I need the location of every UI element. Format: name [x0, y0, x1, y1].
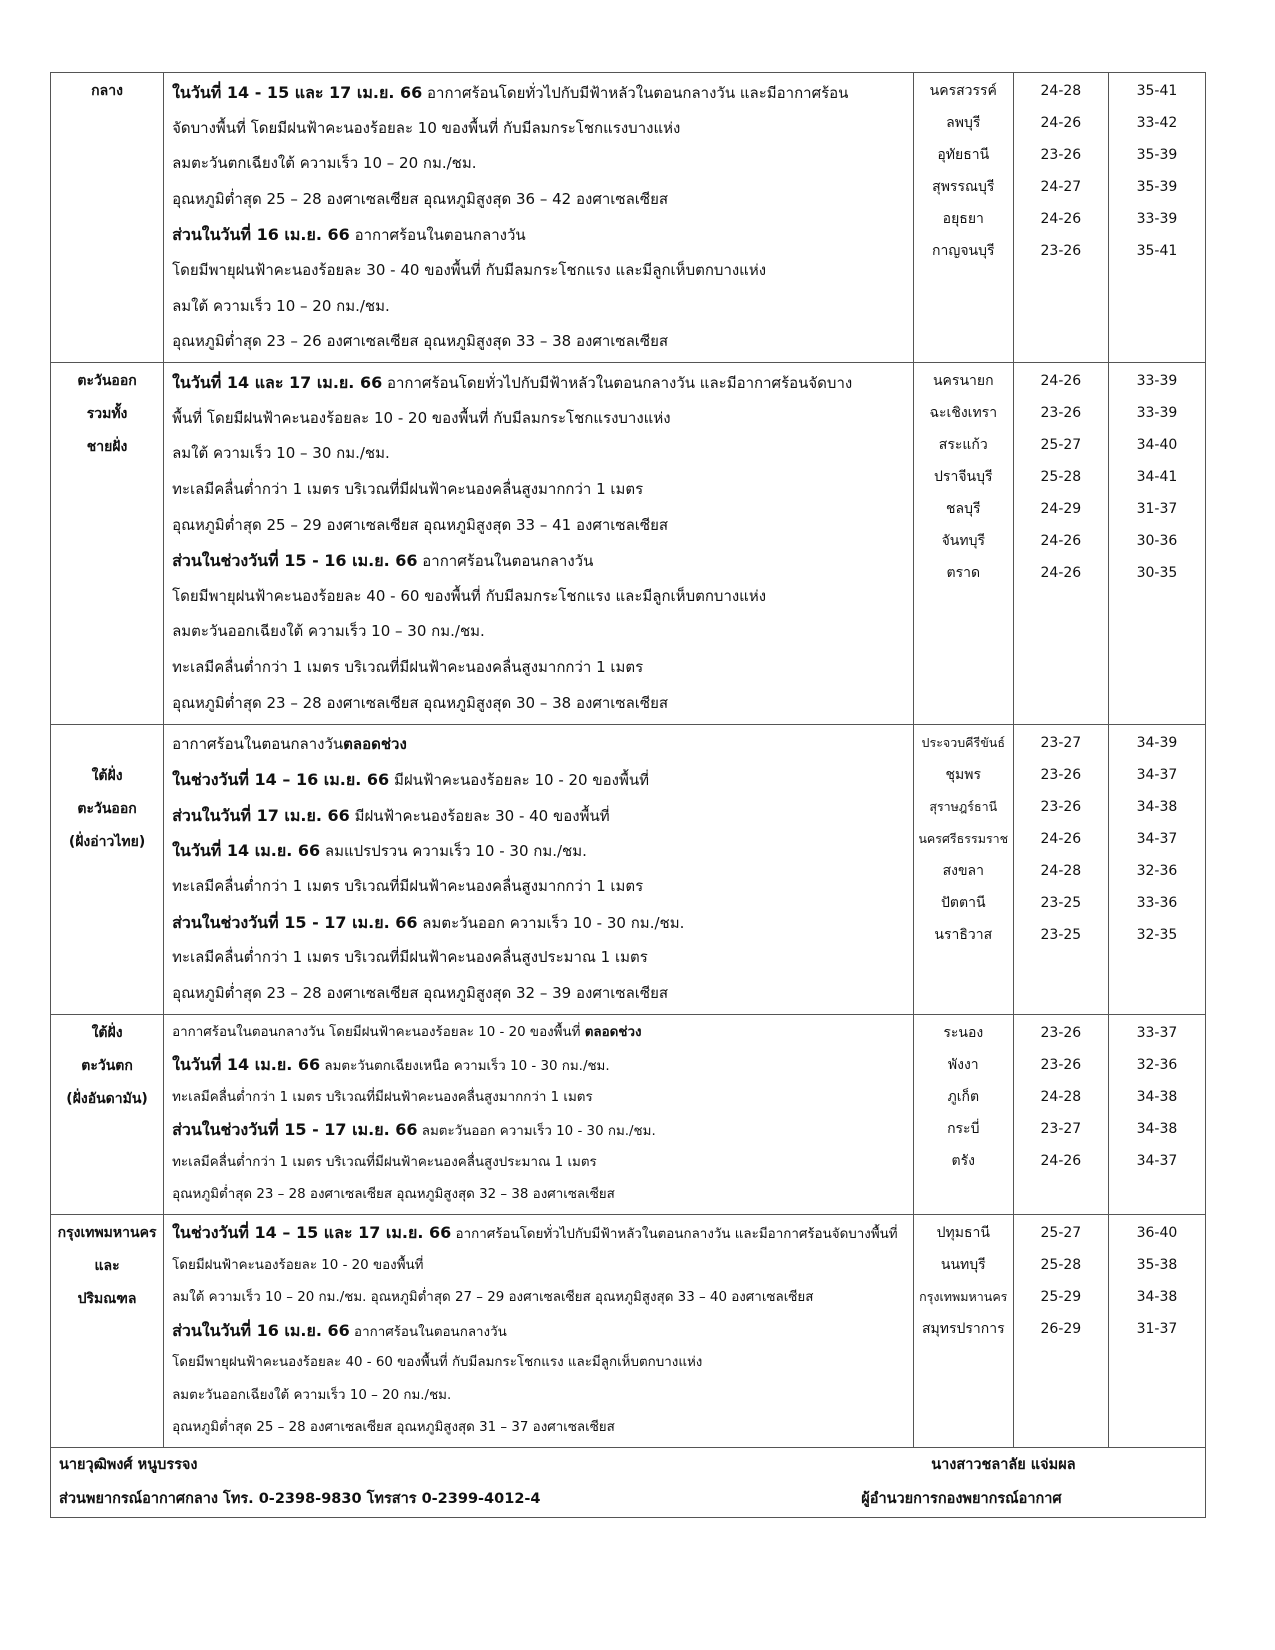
province-name: สุพรรณบุรี	[932, 179, 995, 195]
max-temp-cell	[1108, 73, 1205, 363]
forecast-line-text: ลมใต้ ความเร็ว 10 – 30 กม./ชม.	[172, 444, 390, 463]
max-temp-value: 33-39	[1136, 405, 1178, 422]
province-name: สงขลา	[942, 862, 984, 879]
max-temp-value: 35-39	[1136, 179, 1178, 195]
max-temp-value: 34-37	[1136, 830, 1178, 847]
forecast-period-label: ส่วนในวันที่ 16 เม.ย. 66	[172, 225, 350, 245]
province-name: พังงา	[947, 1056, 979, 1073]
max-temp-value: 33-39	[1136, 373, 1178, 390]
forecast-line-text: ลมตะวันออกเฉียงใต้ ความเร็ว 10 – 30 กม./ชม.	[172, 622, 485, 641]
min-temp-value: 23-26	[1040, 405, 1082, 422]
min-temp-value: 24-26	[1040, 565, 1082, 582]
province-name: ภูเก็ต	[947, 1088, 980, 1105]
region-row	[51, 1014, 1206, 1214]
max-temp-cell	[1108, 363, 1205, 724]
forecast-line-text: อากาศร้อนในตอนกลางวัน	[349, 226, 526, 245]
forecast-period-label: ส่วนในช่วงวันที่ 15 - 16 เม.ย. 66	[172, 551, 418, 571]
region-name-line: และ	[94, 1258, 120, 1275]
forecast-line-text: พื้นที่ โดยมีฝนฟ้าคะนองร้อยละ 10 - 20 ของพื้นที่ กับมีลมกระโชกแรงบางแห่ง	[172, 408, 671, 427]
forecast-line	[172, 1380, 913, 1413]
min-temp-value: 25-28	[1040, 1257, 1082, 1274]
min-temp-cell	[1013, 724, 1108, 1014]
max-temp-value: 30-35	[1136, 565, 1178, 582]
province-name: กรุงเทพมหานคร	[919, 1289, 1008, 1305]
forecast-period-label: ในวันที่ 14 - 15 และ 17 เม.ย. 66	[172, 83, 423, 102]
max-temp-value: 32-36	[1136, 862, 1178, 879]
min-temp-value: 25-27	[1040, 1225, 1082, 1242]
province-name: นราธิวาส	[934, 926, 993, 943]
max-temp-value: 35-41	[1136, 83, 1178, 99]
signature-right-cell	[861, 1447, 1205, 1517]
region-name-line: กลาง	[91, 83, 123, 99]
region-name-line: (ฝั่งอันดามัน)	[66, 1090, 148, 1107]
max-temp-cell	[1108, 724, 1205, 1014]
province-name: ปราจีนบุรี	[934, 469, 993, 486]
forecast-line-text: อากาศร้อนในตอนกลางวัน	[417, 552, 594, 571]
forecast-line-text: ลมตะวันออกเฉียงใต้ ความเร็ว 10 – 20 กม./ชม.	[172, 1387, 452, 1403]
region-name-line: ชายฝั่ง	[86, 439, 128, 456]
forecast-text-cell	[164, 1215, 914, 1448]
forecast-line-text: มีฝนฟ้าคะนองร้อยละ 10 - 20 ของพื้นที่	[389, 771, 649, 790]
forecast-line	[172, 365, 913, 401]
max-temp-value: 35-39	[1136, 147, 1178, 163]
province-name: ประจวบคีรีขันธ์	[921, 734, 1005, 750]
min-temp-value: 24-26	[1040, 115, 1082, 131]
forecast-period-label: ในช่วงวันที่ 14 – 15 และ 17 เม.ย. 66	[172, 1223, 452, 1243]
province-name: ชุมพร	[945, 766, 982, 783]
forecast-line-text: ลมแปรปรวน ความเร็ว 10 - 30 กม./ชม.	[320, 842, 587, 861]
region-row	[51, 363, 1206, 724]
forecast-line	[172, 182, 913, 218]
min-temp-value: 23-27	[1040, 734, 1082, 751]
forecast-period-emphasis: ตลอดช่วง	[584, 1024, 642, 1040]
forecast-period-label: ในช่วงวันที่ 14 – 16 เม.ย. 66	[172, 770, 390, 790]
forecast-line-text: อากาศร้อนโดยทั่วไปกับมีฟ้าหลัวในตอนกลางวัน และมีอากาศร้อน	[422, 84, 849, 102]
forecast-line-text: มีฝนฟ้าคะนองร้อยละ 30 - 40 ของพื้นที่	[349, 806, 610, 825]
forecast-line-text: ลมตะวันออก ความเร็ว 10 - 30 กม./ชม.	[417, 913, 685, 932]
province-name: อุทัยธานี	[937, 147, 990, 163]
forecast-line	[172, 1147, 913, 1180]
forecast-line	[172, 686, 913, 722]
forecast-line	[172, 146, 913, 182]
region-name-line	[51, 727, 163, 760]
forecast-line-text: อากาศร้อนโดยทั่วไปกับมีฟ้าหลัวในตอนกลางวัน และมีอากาศร้อนจัดบางพื้นที่	[451, 1227, 898, 1243]
forecast-line	[172, 905, 913, 941]
region-name-line: ปริมณฑล	[77, 1291, 137, 1308]
province-cell	[913, 363, 1013, 724]
forecast-period-label: ในวันที่ 14 เม.ย. 66	[172, 841, 321, 861]
province-name: ฉะเชิงเทรา	[929, 405, 998, 422]
region-name-line: ใต้ฝั่ง	[91, 767, 123, 784]
province-name: จันทบุรี	[941, 533, 985, 550]
forecast-line	[172, 217, 913, 253]
max-temp-value: 34-38	[1136, 1289, 1178, 1306]
max-temp-value: 35-38	[1136, 1257, 1178, 1274]
forecast-line	[172, 650, 913, 686]
region-name-cell	[51, 363, 164, 724]
forecast-line	[172, 111, 913, 147]
forecast-line	[172, 798, 913, 834]
region-name-line: ใต้ฝั่ง	[91, 1024, 123, 1041]
min-temp-value: 24-28	[1040, 83, 1082, 99]
region-name-line: รวมทั้ง	[86, 406, 128, 423]
region-name-line: กรุงเทพมหานคร	[57, 1225, 157, 1242]
forecast-line	[172, 614, 913, 650]
region-row	[51, 1215, 1206, 1448]
director-name: นางสาวชลาลัย แจ่มผล	[931, 1456, 1076, 1473]
forecast-line	[172, 1179, 913, 1212]
signature-left-cell	[51, 1447, 914, 1517]
province-name: ปัตตานี	[941, 894, 986, 911]
director-title: ผู้อำนวยการกองพยากรณ์อากาศ	[861, 1490, 1062, 1507]
min-temp-value: 23-26	[1040, 1056, 1082, 1073]
forecast-line-text: อากาศร้อนในตอนกลางวัน	[172, 734, 344, 753]
province-name: สระแก้ว	[938, 437, 988, 454]
forecast-line-text: โดยมีพายุฝนฟ้าคะนองร้อยละ 40 - 60 ของพื้นที่ กับมีลมกระโชกแรง และมีลูกเห็บตกบางแห่ง	[172, 1355, 703, 1371]
forecast-line-text: อากาศร้อนในตอนกลางวัน	[349, 1324, 507, 1340]
forecast-line-text: อุณหภูมิต่ำสุด 23 – 28 องศาเซลเซียส อุณหภูมิสูงสุด 30 – 38 องศาเซลเซียส	[172, 693, 669, 712]
min-temp-value: 24-26	[1040, 533, 1082, 550]
forecast-table-body	[51, 73, 1206, 1518]
province-cell	[913, 724, 1013, 1014]
max-temp-value: 31-37	[1136, 501, 1178, 518]
min-temp-value: 23-27	[1040, 1120, 1082, 1137]
forecast-line	[172, 1114, 913, 1147]
forecast-line	[172, 436, 913, 472]
region-name-line: ตะวันออก	[77, 800, 137, 817]
min-temp-value: 23-26	[1040, 243, 1082, 259]
forecast-line	[172, 762, 913, 798]
forecast-line	[172, 324, 913, 360]
forecast-line	[172, 1082, 913, 1115]
region-name-line: ตะวันออก	[77, 373, 137, 390]
province-name: ตรัง	[951, 1152, 975, 1169]
region-row	[51, 73, 1206, 363]
province-name: นครศรีธรรมราช	[918, 830, 1009, 846]
min-temp-value: 25-27	[1040, 437, 1082, 454]
forecast-line-text: ลมตะวันตกเฉียงใต้ ความเร็ว 10 – 20 กม./ชม.	[172, 154, 477, 173]
forecast-line-text: ทะเลมีคลื่นต่ำกว่า 1 เมตร บริเวณที่มีฝนฟ้าคะนองคลื่นสูงมากกว่า 1 เมตร	[172, 1089, 593, 1105]
min-temp-value: 24-26	[1040, 211, 1082, 227]
forecast-line-text: อุณหภูมิต่ำสุด 23 – 28 องศาเซลเซียส อุณหภูมิสูงสุด 32 – 39 องศาเซลเซียส	[172, 983, 669, 1002]
forecast-line-text: อุณหภูมิต่ำสุด 25 – 29 องศาเซลเซียส อุณหภูมิสูงสุด 33 – 41 องศาเซลเซียส	[172, 515, 669, 534]
forecast-line-text: ลมใต้ ความเร็ว 10 – 20 กม./ชม. อุณหภูมิต่ำสุด 27 – 29 องศาเซลเซียส อุณหภูมิสูงสุด 33 – 40 องศาเซลเซียส	[172, 1290, 814, 1306]
forecast-line-text: โดยมีฝนฟ้าคะนองร้อยละ 10 - 20 ของพื้นที่	[172, 1257, 424, 1273]
region-name-line: ตะวันตก	[81, 1057, 133, 1074]
forecast-period-label: ส่วนในช่วงวันที่ 15 - 17 เม.ย. 66	[172, 1120, 418, 1140]
forecast-line-text: อุณหภูมิต่ำสุด 23 – 28 องศาเซลเซียส อุณหภูมิสูงสุด 32 – 38 องศาเซลเซียส	[172, 1187, 615, 1203]
forecast-line	[172, 869, 913, 905]
forecast-line	[172, 940, 913, 976]
max-temp-value: 32-35	[1136, 926, 1178, 943]
forecast-line-text: โดยมีพายุฝนฟ้าคะนองร้อยละ 40 - 60 ของพื้นที่ กับมีลมกระโชกแรง และมีลูกเห็บตกบางแห่ง	[172, 586, 767, 605]
forecast-line-text: โดยมีพายุฝนฟ้าคะนองร้อยละ 30 - 40 ของพื้นที่ กับมีลมกระโชกแรง และมีลูกเห็บตกบางแห่ง	[172, 260, 767, 279]
forecast-text-cell	[164, 363, 914, 724]
forecaster-contact: ส่วนพยากรณ์อากาศกลาง โทร. 0-2398-9830 โทรสาร 0-2399-4012-4	[59, 1490, 541, 1507]
min-temp-value: 26-29	[1040, 1321, 1082, 1338]
forecast-line-text: อุณหภูมิต่ำสุด 25 – 28 องศาเซลเซียส อุณหภูมิสูงสุด 36 – 42 องศาเซลเซียส	[172, 189, 669, 208]
forecast-line	[172, 75, 913, 111]
province-name: กาญจนบุรี	[932, 243, 995, 259]
province-name: ลพบุรี	[946, 115, 981, 131]
max-temp-cell	[1108, 1215, 1205, 1448]
forecast-line	[172, 1049, 913, 1082]
forecast-line	[172, 1412, 913, 1445]
min-temp-value: 24-27	[1040, 179, 1082, 195]
province-name: สุราษฎร์ธานี	[929, 798, 998, 814]
province-name: ตราด	[946, 565, 981, 582]
province-name: นนทบุรี	[940, 1257, 986, 1274]
forecast-line	[172, 508, 913, 544]
forecast-line-text: อากาศร้อนโดยทั่วไปกับมีฟ้าหลัวในตอนกลางวัน และมีอากาศร้อนจัดบาง	[382, 374, 853, 393]
min-temp-value: 23-25	[1040, 894, 1082, 911]
forecast-line	[172, 401, 913, 437]
forecast-line-text: ทะเลมีคลื่นต่ำกว่า 1 เมตร บริเวณที่มีฝนฟ้าคะนองคลื่นสูงประมาณ 1 เมตร	[172, 948, 648, 967]
forecast-period-label: ส่วนในช่วงวันที่ 15 - 17 เม.ย. 66	[172, 912, 418, 932]
province-name: นครนายก	[932, 373, 994, 390]
forecast-line	[172, 253, 913, 289]
region-name-line: (ฝั่งอ่าวไทย)	[68, 833, 146, 850]
forecast-line	[172, 579, 913, 615]
min-temp-value: 24-26	[1040, 373, 1082, 390]
min-temp-value: 23-26	[1040, 147, 1082, 163]
max-temp-value: 33-42	[1136, 115, 1178, 131]
min-temp-cell	[1013, 73, 1108, 363]
province-name: ชลบุรี	[946, 501, 981, 518]
region-name-cell	[51, 1215, 164, 1448]
forecast-text-cell	[164, 724, 914, 1014]
max-temp-value: 34-38	[1136, 1120, 1178, 1137]
forecast-line	[172, 1315, 913, 1348]
forecast-text-cell	[164, 73, 914, 363]
region-name-cell	[51, 1014, 164, 1214]
forecast-line-text: ทะเลมีคลื่นต่ำกว่า 1 เมตร บริเวณที่มีฝนฟ้าคะนองคลื่นสูงมากกว่า 1 เมตร	[172, 657, 644, 676]
forecast-period-label: ในวันที่ 14 และ 17 เม.ย. 66	[172, 373, 383, 393]
forecast-line	[172, 833, 913, 869]
forecast-line-text: อุณหภูมิต่ำสุด 23 – 26 องศาเซลเซียส อุณหภูมิสูงสุด 33 – 38 องศาเซลเซียส	[172, 332, 669, 351]
max-temp-value: 34-40	[1136, 437, 1178, 454]
forecast-period-label: ส่วนในวันที่ 16 เม.ย. 66	[172, 1320, 350, 1340]
region-name-cell	[51, 724, 164, 1014]
forecast-text-cell	[164, 1014, 914, 1214]
min-temp-value: 23-26	[1040, 1024, 1082, 1041]
max-temp-value: 33-39	[1136, 211, 1178, 227]
max-temp-value: 32-36	[1136, 1056, 1178, 1073]
province-name: ระนอง	[943, 1024, 984, 1041]
forecast-period-label: ในวันที่ 14 เม.ย. 66	[172, 1055, 321, 1075]
province-cell	[913, 1014, 1013, 1214]
max-temp-value: 34-37	[1136, 766, 1178, 783]
signature-row	[51, 1447, 1206, 1517]
region-row	[51, 724, 1206, 1014]
forecast-line	[172, 727, 913, 763]
max-temp-value: 33-36	[1136, 894, 1178, 911]
min-temp-value: 24-28	[1040, 1088, 1082, 1105]
min-temp-cell	[1013, 1014, 1108, 1214]
province-name: สมุทรปราการ	[921, 1321, 1005, 1338]
max-temp-value: 34-38	[1136, 1088, 1178, 1105]
forecast-table	[50, 72, 1206, 1518]
forecast-period-emphasis: ตลอดช่วง	[343, 734, 407, 753]
min-temp-cell	[1013, 1215, 1108, 1448]
forecast-line	[172, 543, 913, 579]
forecast-line-text: อากาศร้อนในตอนกลางวัน โดยมีฝนฟ้าคะนองร้อยละ 10 - 20 ของพื้นที่	[172, 1024, 585, 1040]
forecast-line-text: ลมตะวันออก ความเร็ว 10 - 30 กม./ชม.	[417, 1124, 656, 1140]
forecast-line-text: ทะเลมีคลื่นต่ำกว่า 1 เมตร บริเวณที่มีฝนฟ้าคะนองคลื่นสูงมากกว่า 1 เมตร	[172, 876, 644, 895]
province-name: นครสวรรค์	[929, 83, 997, 99]
forecast-line	[172, 1217, 913, 1250]
max-temp-value: 31-37	[1136, 1321, 1178, 1338]
min-temp-value: 25-28	[1040, 469, 1082, 486]
min-temp-value: 23-26	[1040, 766, 1082, 783]
forecast-line	[172, 472, 913, 508]
province-name: อยุธยา	[942, 211, 984, 227]
forecast-line-text: ทะเลมีคลื่นต่ำกว่า 1 เมตร บริเวณที่มีฝนฟ้าคะนองคลื่นสูงประมาณ 1 เมตร	[172, 1154, 597, 1170]
forecast-line-text: ทะเลมีคลื่นต่ำกว่า 1 เมตร บริเวณที่มีฝนฟ้าคะนองคลื่นสูงมากกว่า 1 เมตร	[172, 479, 644, 498]
max-temp-cell	[1108, 1014, 1205, 1214]
min-temp-value: 24-26	[1040, 830, 1082, 847]
max-temp-value: 34-39	[1136, 734, 1178, 751]
forecast-line-text: จัดบางพื้นที่ โดยมีฝนฟ้าคะนองร้อยละ 10 ของพื้นที่ กับมีลมกระโชกแรงบางแห่ง	[172, 118, 681, 137]
min-temp-value: 25-29	[1040, 1289, 1082, 1306]
forecast-line-text: ลมตะวันตกเฉียงเหนือ ความเร็ว 10 - 30 กม./ชม.	[320, 1059, 610, 1075]
max-temp-value: 34-38	[1136, 798, 1178, 815]
min-temp-value: 24-29	[1040, 501, 1082, 518]
province-cell	[913, 73, 1013, 363]
forecaster-name: นายวุฒิพงศ์ หนูบรรจง	[59, 1456, 198, 1473]
min-temp-value: 24-28	[1040, 862, 1082, 879]
max-temp-value: 36-40	[1136, 1225, 1178, 1242]
min-temp-value: 23-26	[1040, 798, 1082, 815]
forecast-line-text: ลมใต้ ความเร็ว 10 – 20 กม./ชม.	[172, 296, 390, 315]
province-cell	[913, 1215, 1013, 1448]
min-temp-value: 23-25	[1040, 926, 1082, 943]
min-temp-cell	[1013, 363, 1108, 724]
forecast-line	[172, 1250, 913, 1283]
max-temp-value: 33-37	[1136, 1024, 1178, 1041]
max-temp-value: 30-36	[1136, 533, 1178, 550]
max-temp-value: 34-41	[1136, 469, 1178, 486]
forecast-line	[172, 976, 913, 1012]
min-temp-value: 24-26	[1040, 1152, 1082, 1169]
max-temp-value: 35-41	[1136, 243, 1178, 259]
province-name: ปทุมธานี	[936, 1225, 990, 1242]
forecast-line	[172, 1017, 913, 1050]
province-name: กระบี่	[947, 1120, 980, 1137]
forecast-period-label: ส่วนในวันที่ 17 เม.ย. 66	[172, 805, 350, 825]
forecast-line	[172, 1347, 913, 1380]
forecast-line	[172, 289, 913, 325]
max-temp-value: 34-37	[1136, 1152, 1178, 1169]
forecast-line	[172, 1282, 913, 1315]
forecast-line-text: อุณหภูมิต่ำสุด 25 – 28 องศาเซลเซียส อุณหภูมิสูงสุด 31 – 37 องศาเซลเซียส	[172, 1420, 615, 1436]
region-name-cell	[51, 73, 164, 363]
